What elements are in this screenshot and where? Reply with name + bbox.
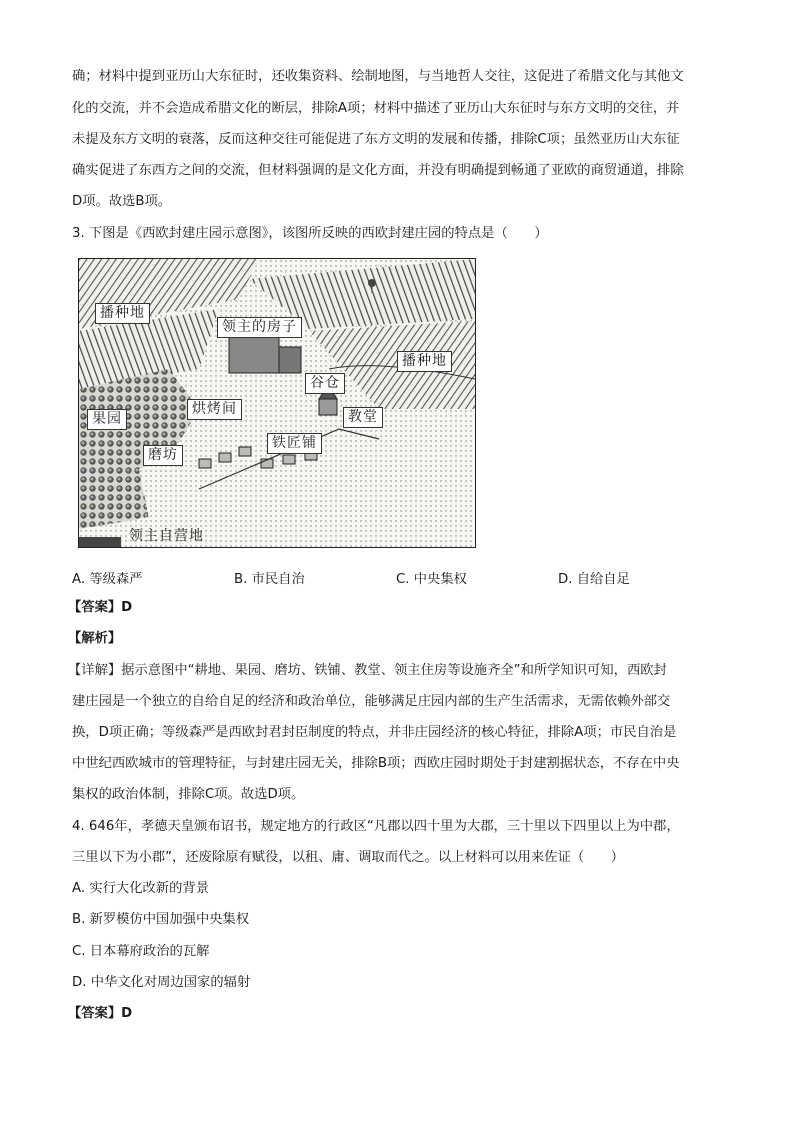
question-4-stem: 4. 646年，孝德天皇颁布诏书，规定地方的行政区“凡郡以四十里为大郡，三十里以下四里以上为中郡， (72, 819, 680, 834)
label-orchard: 果园 (87, 409, 127, 430)
manor-diagram (78, 258, 476, 548)
option-d: D. 中华文化对周边国家的辐射 (72, 975, 251, 990)
analysis-heading: 【解析】 (68, 631, 122, 646)
option-a: A. 等级森严 (72, 572, 143, 587)
explanation-line: 【详解】据示意图中“耕地、果园、磨坊、铁铺、教堂、领主住房等设施齐全”和所学知识可知，西欧封 (68, 663, 667, 678)
label-smithy: 铁匠铺 (267, 433, 322, 454)
explanation-line: 建庄园是一个独立的自给自足的经济和政治单位，能够满足庄园内部的生产生活需求，无需依赖外部交 (72, 694, 671, 709)
text-line: 化的交流，并不会造成希腊文化的断层，排除A项；材料中描述了亚历山大东征时与东方文明的交往，并 (72, 101, 680, 116)
label-demesne: 领主自营地 (129, 528, 204, 544)
label-sowing-left: 播种地 (95, 303, 150, 324)
text-line: 确；材料中提到亚历山大东征时，还收集资料、绘制地图，与当地哲人交往，这促进了希腊文化与其他文 (72, 69, 684, 84)
explanation-line: 中世纪西欧城市的管理特征，与封建庄园无关，排除B项；西欧庄园时期处于封建割据状态，不存在中央 (72, 756, 680, 771)
text-line: 未提及东方文明的衰落，反而这种交往可能促进了东方文明的发展和传播，排除C项；虽然亚历山大东征 (72, 132, 680, 147)
option-c: C. 中央集权 (396, 572, 467, 587)
question-4-answer: 【答案】D (68, 1006, 133, 1021)
option-a: A. 实行大化改新的背景 (72, 881, 209, 896)
question-3-stem: 3. 下图是《西欧封建庄园示意图》，该图所反映的西欧封建庄园的特点是（ ） (72, 226, 548, 241)
option-c: C. 日本幕府政治的瓦解 (72, 944, 210, 959)
question-3-answer: 【答案】D (68, 600, 133, 615)
option-d: D. 自给自足 (558, 572, 630, 587)
label-church: 教堂 (343, 407, 383, 428)
explanation-line: 集权的政治体制，排除C项。故选D项。 (72, 787, 305, 802)
question-4-stem: 三里以下为小郡”，还废除原有赋役，以租、庸、调取而代之。以上材料可以用来佐证（ ） (72, 850, 625, 865)
text-line: 确实促进了东西方之间的交流，但材料强调的是文化方面，并没有明确提到畅通了亚欧的商贸通道，排除 (72, 163, 684, 178)
explanation-line: 换，D项正确；等级森严是西欧封君封臣制度的特点，并非庄园经济的核心特征，排除A项；市民自治是 (72, 725, 677, 740)
label-granary: 谷仓 (305, 373, 345, 394)
option-b: B. 新罗模仿中国加强中央集权 (72, 912, 250, 927)
label-sowing-right: 播种地 (397, 351, 452, 372)
option-b: B. 市民自治 (234, 572, 305, 587)
label-bakery: 烘烤间 (187, 399, 242, 420)
label-lord-house: 领主的房子 (217, 317, 302, 338)
label-mill: 磨坊 (143, 445, 183, 466)
text-line: D项。故选B项。 (72, 194, 172, 209)
